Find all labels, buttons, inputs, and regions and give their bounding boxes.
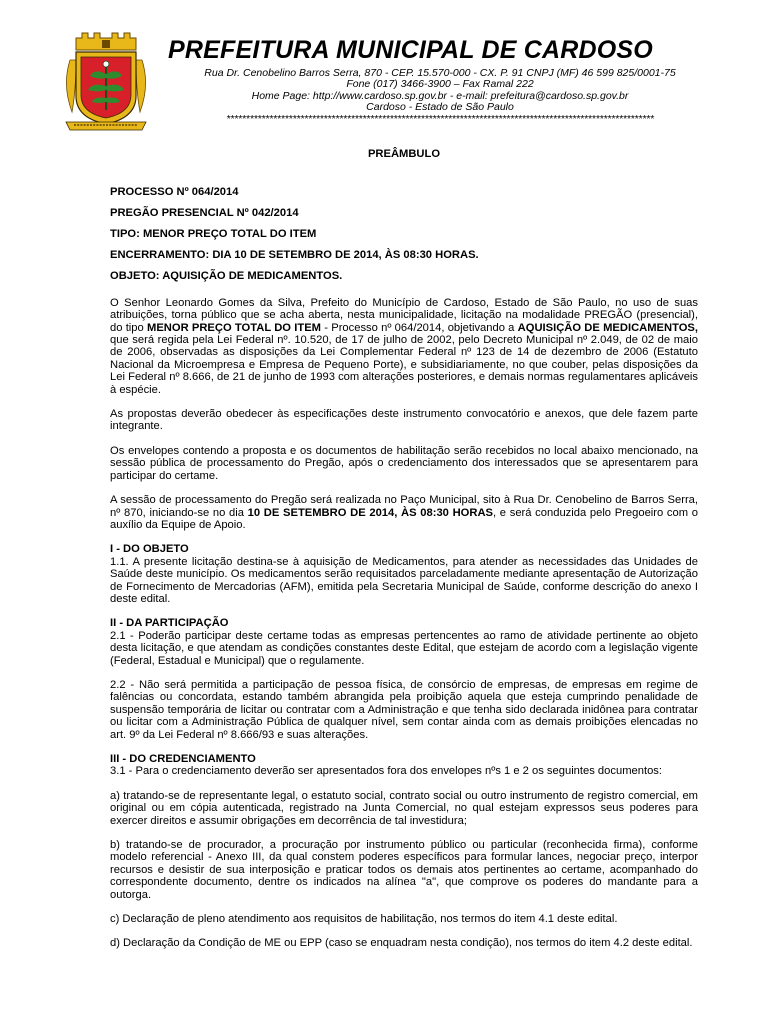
intro-paragraph-2: As propostas deverão obedecer às especificações deste instrumento convocatório e anexos, que dele fazem parte integrante. — [110, 408, 698, 433]
intro-bold-object: AQUISIÇÃO DE MEDICAMENTOS, — [517, 321, 698, 334]
intro-bold-type: MENOR PREÇO TOTAL DO ITEM — [147, 321, 321, 334]
intro-paragraph-3: Os envelopes contendo a proposta e os documentos de habilitação serão recebidos no local abaixo mencionado, na sessão pública de processamento do Pregão, após o credenciamento dos interessados que se apresentarem para participar do certame. — [110, 444, 698, 482]
preamble-title: PREÂMBULO — [367, 148, 441, 160]
section-title: III - DO CREDENCIAMENTO — [110, 753, 256, 765]
page-title: PREFEITURA MUNICIPAL DE CARDOSO — [168, 36, 653, 64]
process-meta — [110, 186, 698, 282]
section-paragraph: 1.1. A presente licitação destina-se à aquisição de Medicamentos, para atender as necessidades das Unidades de Saúde deste município. Os medicamentos serão requisitados parceladamente mediante apresentação de Autorização de Fornecimento de Mercadorias (AFM), emitida pela Secretaria Municipal de Saúde, conforme descrição do anexo I deste edital. — [110, 555, 698, 605]
meta-process: PROCESSO Nº 064/2014 — [110, 186, 239, 199]
intro-text: - Processo nº 064/2014, objetivando a — [321, 321, 518, 334]
section-title: II - DA PARTICIPAÇÃO — [110, 617, 229, 630]
section-objeto — [110, 543, 698, 605]
header-phone: Fone (017) 3466-3900 – Fax Ramal 222 — [346, 78, 534, 91]
section-item-b: b) tratando-se de procurador, a procuração por instrumento público ou particular (reconhecida firma), conforme modelo referencial - Anexo III, da qual constem poderes específicos para formular lances, negociar preço, interpor recursos e desistir de sua interposição e praticar todos os demais atos pertinentes ao certame, acompanhado do correspondente documento, dentre os indicados na alínea "a", que comprove os poderes do mandante para a outorga. — [110, 839, 698, 901]
intro-text: que será regida pela Lei Federal nº. 10.520, de 17 de julho de 2002, pelo Decreto Municipal nº 2.049, de 02 de maio de 2006, observadas as disposições da Lei Complementar Federal nº 123 de 14 de dezembro de 2006 (Estatuto Nacional da Microempresa e Empresa de Pequeno Porte), e subsidiariamente, no que couber, pelas disposições da Lei Federal nº 8.666, de 21 de junho de 1993 com alterações posteriores, e demais normas regulamentares aplicáveis à espécie. — [110, 334, 698, 396]
section-paragraph: 2.2 - Não será permitida a participação de pessoa física, de consórcio de empresas, de empresas em regime de falências ou concordata, estando também abrangida pela proibição aquela que esteja cumprindo penalidade de suspensão temporária de licitar ou contratar com a Administração e que tenha sido declarada inidônea para contratar ou licitar com a Administração Pública de qualquer nível, sem contar ainda com as demais proibições elencadas no art. 9º da Lei Federal nº 8.666/93 e suas alterações. — [110, 678, 698, 741]
meta-objeto: OBJETO: AQUISIÇÃO DE MEDICAMENTOS. — [110, 270, 343, 283]
meta-tipo: TIPO: MENOR PREÇO TOTAL DO ITEM — [110, 228, 317, 241]
intro-text: A sessão de processamento do Pregão será realizada no Paço Municipal, sito à Rua Dr. Cenobelino de Barros Serra, nº 870, iniciando-se no dia — [110, 494, 698, 519]
section-credenciamento — [110, 753, 698, 950]
intro-text: O Senhor Leonardo Gomes da Silva, Prefeito do Município de Cardoso, Estado de São Paulo, no uso de suas atribuições, torna público que se acha aberta, nesta municipalidade, licitação na modalidade PREGÃO (presencial), do tipo — [110, 296, 698, 334]
header-address: Rua Dr. Cenobelino Barros Serra, 870 - CEP. 15.570-000 - CX. P. 91 CNPJ (MF) 46 599 825/0001-75 — [204, 67, 676, 79]
section-paragraph: 2.1 - Poderão participar deste certame todas as empresas pertencentes ao ramo de atividade pertinente ao objeto desta licitação, e que atendam as condições constantes deste Edital, que estejam de acordo com a legislação vigente (Federal, Estadual e Municipal) que o regulamente. — [110, 629, 698, 667]
header-web: Home Page: http://www.cardoso.sp.gov.br - e-mail: prefeitura@cardoso.sp.gov.br — [251, 89, 629, 102]
section-item-a: a) tratando-se de representante legal, o estatuto social, contrato social ou outro instrumento de registro comercial, em original ou em cópia autenticada, registrado na Junta Comercial, no qual estejam expressos seus poderes para exercer direitos e assumir obrigações em decorrência de tal investidura; — [110, 789, 698, 827]
intro-bold-date: 10 DE SETEMBRO DE 2014, ÀS 08:30 HORAS — [247, 506, 493, 519]
letterhead — [160, 36, 720, 125]
header-city: Cardoso - Estado de São Paulo — [366, 101, 514, 114]
header-divider: ************************************************************************************************************** — [226, 113, 654, 125]
document-body — [110, 148, 698, 962]
municipal-crest-icon — [62, 30, 150, 134]
section-item-d: d) Declaração da Condição de ME ou EPP (caso se enquadram nesta condição), nos termos do item 4.2 deste edital. — [110, 937, 693, 950]
intro-text: , e será conduzida pelo Pregoeiro com o auxílio da Equipe de Apoio. — [110, 506, 698, 531]
section-title: I - DO OBJETO — [110, 543, 189, 556]
section-participacao — [110, 617, 698, 741]
meta-encerramento: ENCERRAMENTO: DIA 10 DE SETEMBRO DE 2014, ÀS 08:30 HORAS. — [110, 249, 479, 262]
intro-paragraph-1 — [110, 297, 698, 396]
intro-paragraph-4 — [110, 494, 698, 531]
meta-pregao: PREGÃO PRESENCIAL Nº 042/2014 — [110, 207, 299, 220]
section-item-c: c) Declaração de pleno atendimento aos requisitos de habilitação, nos termos do item 4.1 deste edital. — [110, 913, 618, 926]
section-paragraph: 3.1 - Para o credenciamento deverão ser apresentados fora dos envelopes nºs 1 e 2 os seguintes documentos: — [110, 765, 662, 778]
